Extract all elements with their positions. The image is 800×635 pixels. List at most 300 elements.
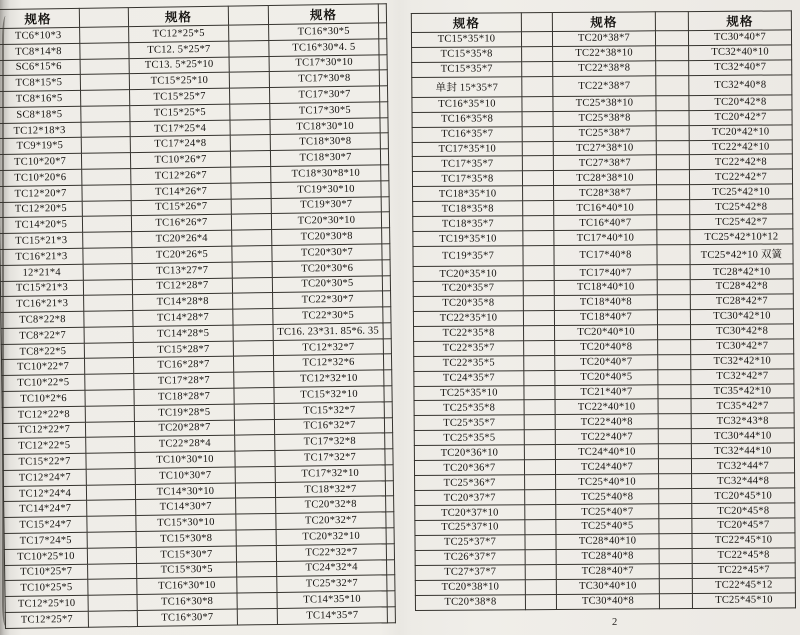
spec-cell	[656, 125, 689, 140]
spec-cell: TC14*30*10	[135, 483, 235, 500]
spec-cell: TC32*43*8	[691, 413, 794, 429]
spec-cell	[386, 496, 394, 512]
spec-cell	[383, 323, 391, 339]
spec-cell: TC16*35*8	[412, 111, 522, 127]
spec-cell: TC19*35*10	[413, 231, 523, 247]
spec-cell: TC25*42*10 双簧	[690, 244, 793, 265]
spec-cell: TC28*42*7	[690, 294, 793, 310]
left-page-spec-table	[0, 3, 396, 629]
spec-cell	[235, 451, 275, 467]
spec-cell: TC17*30*10	[269, 54, 379, 71]
spec-cell	[380, 117, 388, 133]
spec-cell: 单封 15*35*7	[412, 77, 522, 98]
spec-cell: TC20*26*4	[132, 230, 232, 247]
spec-cell: TC20*42*7	[689, 110, 792, 126]
spec-cell: TC8*22*7	[1, 327, 84, 344]
spec-cell: TC22*40*10	[555, 399, 658, 415]
spec-cell: TC25*32*7	[277, 575, 387, 592]
spec-cell: TC20*30*6	[272, 260, 382, 277]
spec-cell: TC15*30*5	[137, 562, 237, 579]
spec-cell: TC22*35*10	[413, 311, 523, 327]
spec-cell: TC12*25*5	[129, 25, 229, 42]
spec-cell	[237, 561, 277, 577]
spec-cell	[384, 370, 392, 386]
spec-cell: TC22*45*10	[692, 533, 795, 549]
spec-cell	[85, 405, 134, 422]
spec-cell: TC10*25*7	[5, 564, 88, 581]
spec-cell: TC10*25*10	[4, 548, 87, 565]
spec-cell: TC13*27*7	[132, 262, 232, 279]
spec-cell: TC12*24*7	[3, 469, 86, 486]
spec-cell: TC14*24*7	[4, 501, 87, 518]
spec-cell: TC6*10*3	[0, 27, 80, 44]
spec-cell: TC8*15*5	[0, 75, 81, 92]
spec-cell	[524, 415, 555, 430]
spec-cell	[236, 545, 276, 561]
spec-cell: TC24*35*7	[414, 370, 524, 386]
spec-cell	[383, 307, 391, 323]
spec-cell	[85, 390, 134, 407]
spec-cell	[385, 465, 393, 481]
spec-cell: TC30*42*7	[691, 339, 794, 355]
spec-cell: TC16*21*3	[0, 248, 83, 265]
spec-cell: TC18*28*7	[134, 388, 234, 405]
right-page-spec-table	[411, 10, 796, 611]
spec-cell	[234, 372, 274, 388]
spec-cell: TC25*35*5	[414, 430, 524, 446]
spec-cell	[383, 354, 391, 370]
spec-cell	[231, 214, 271, 230]
spec-cell: TC20*38*8	[415, 594, 525, 610]
spec-cell: TC9*19*5	[0, 138, 81, 155]
spec-cell	[522, 156, 553, 171]
spec-cell: TC25*40*8	[556, 489, 659, 505]
spec-cell	[523, 231, 554, 246]
spec-cell	[88, 595, 137, 612]
spec-cell: TC15*21*3	[0, 280, 83, 297]
spec-cell: TC20*30*10	[271, 212, 381, 229]
spec-cell: TC25*40*10	[556, 474, 659, 490]
spec-cell	[381, 181, 389, 197]
spec-cell: TC22*35*5	[414, 355, 524, 371]
spec-cell	[379, 86, 387, 102]
spec-cell	[656, 60, 689, 75]
spec-cell: TC12*26*7	[131, 167, 231, 184]
spec-cell	[81, 105, 130, 122]
spec-cell	[524, 445, 555, 460]
spec-cell: TC20*36*10	[414, 445, 524, 461]
spec-cell: TC12*25*7	[5, 611, 88, 628]
spec-cell	[82, 216, 131, 233]
spec-cell	[235, 482, 275, 498]
spec-cell: TC22*30*5	[273, 307, 383, 324]
spec-cell	[386, 512, 394, 528]
spec-cell	[659, 563, 692, 578]
spec-cell	[522, 61, 553, 76]
spec-cell	[381, 196, 389, 212]
spec-cell	[659, 504, 692, 519]
spec-cell: TC22*35*7	[414, 340, 524, 356]
spec-cell: TC25*36*7	[415, 475, 525, 491]
spec-cell	[656, 155, 689, 170]
spec-cell: TC15*22*7	[3, 453, 86, 470]
spec-cell: TC32*40*7	[689, 60, 792, 76]
spec-cell: TC16*35*10	[412, 96, 522, 112]
spec-cell: TC16*40*10	[554, 200, 657, 216]
spec-cell: TC20*42*8	[689, 95, 792, 111]
column-header	[228, 6, 268, 26]
spec-cell: TC19*35*7	[413, 246, 523, 267]
spec-cell	[383, 291, 391, 307]
spec-cell: TC12*32*6	[273, 354, 383, 371]
spec-cell	[237, 608, 277, 625]
spec-cell	[659, 533, 692, 548]
spec-cell	[380, 102, 388, 118]
spec-cell: TC17*32*8	[275, 433, 385, 450]
spec-cell: TC30*42*10	[690, 309, 793, 325]
spec-cell	[83, 263, 132, 280]
spec-cell	[523, 246, 554, 266]
spec-cell	[235, 435, 275, 451]
spec-cell	[81, 153, 130, 170]
spec-cell: TC20*40*10	[555, 325, 658, 341]
spec-cell: TC16*32*7	[274, 417, 384, 434]
spec-cell: TC20*45*10	[692, 488, 795, 504]
spec-cell	[656, 95, 689, 110]
spec-cell	[523, 186, 554, 201]
spec-cell: TC18*40*10	[554, 280, 657, 296]
spec-cell	[658, 384, 691, 399]
spec-cell: TC25*38*10	[553, 96, 656, 112]
spec-cell: TC20*35*10	[413, 266, 523, 282]
spec-cell: TC15*25*10	[129, 72, 229, 89]
column-header	[79, 8, 128, 28]
spec-cell: TC25*38*7	[553, 125, 656, 141]
spec-cell: TC25*42*10*12	[690, 229, 793, 245]
spec-cell: TC12*22*5	[3, 438, 86, 455]
spec-cell	[387, 591, 395, 607]
spec-cell	[657, 245, 690, 265]
spec-cell: TC22*35*8	[414, 326, 524, 342]
spec-cell	[659, 548, 692, 563]
spec-cell	[659, 474, 692, 489]
spec-cell: TC25*42*7	[690, 214, 793, 230]
spec-cell	[379, 70, 387, 86]
column-header	[521, 13, 552, 32]
spec-cell: TC17*30*5	[270, 102, 380, 119]
spec-cell: TC20*35*8	[413, 296, 523, 312]
spec-cell: TC20*32*10	[276, 528, 386, 545]
spec-cell: TC25*38*8	[553, 110, 656, 126]
spec-cell	[230, 119, 270, 135]
spec-cell: TC28*42*8	[690, 279, 793, 295]
column-header: 规格	[0, 8, 80, 28]
spec-cell: TC18*35*10	[413, 186, 523, 202]
spec-cell	[236, 498, 276, 514]
spec-cell	[659, 489, 692, 504]
spec-cell: TC20*30*5	[272, 275, 382, 292]
spec-cell: TC12*28*7	[132, 278, 232, 295]
spec-cell	[236, 514, 276, 530]
spec-cell: TC20*26*5	[132, 246, 232, 263]
spec-cell	[658, 339, 691, 354]
spec-cell	[522, 141, 553, 156]
column-header: 规格	[128, 6, 228, 26]
spec-cell: TC19*30*7	[271, 196, 381, 213]
spec-cell: TC12*22*8	[2, 406, 85, 423]
spec-cell: TC10*2*6	[2, 390, 85, 407]
spec-cell: TC17*35*7	[412, 156, 522, 172]
spec-cell	[382, 275, 390, 291]
spec-cell: TC32*44*8	[692, 473, 795, 489]
spec-cell	[523, 216, 554, 231]
spec-cell: TC18*30*10	[270, 118, 380, 135]
spec-cell: TC12. 5*25*7	[129, 41, 229, 58]
spec-cell: TC8*14*8	[0, 43, 80, 60]
spec-cell	[657, 215, 690, 230]
spec-cell: TC14*35*7	[277, 607, 387, 625]
spec-cell: TC17*40*8	[554, 245, 657, 266]
spec-cell: TC15*28*7	[133, 341, 233, 358]
spec-cell: TC10*22*5	[2, 374, 85, 391]
spec-cell	[387, 575, 395, 591]
spec-cell: TC14*28*5	[133, 325, 233, 342]
spec-cell: TC21*40*7	[555, 384, 658, 400]
spec-cell	[380, 133, 388, 149]
spec-cell: TC12*20*5	[0, 201, 82, 218]
spec-cell	[82, 169, 131, 186]
spec-cell: TC16*30*5	[269, 23, 379, 40]
spec-cell: TC8*22*8	[1, 311, 84, 328]
spec-cell: TC10*22*7	[2, 359, 85, 376]
spec-cell: TC16*30*7	[137, 609, 237, 627]
spec-cell	[231, 182, 271, 198]
spec-cell	[379, 39, 387, 55]
spec-cell	[524, 340, 555, 355]
spec-cell	[525, 505, 556, 520]
spec-cell	[521, 32, 552, 47]
spec-cell	[657, 280, 690, 295]
spec-cell: TC25*35*7	[414, 415, 524, 431]
spec-cell: TC28*38*7	[554, 185, 657, 201]
spec-cell	[387, 559, 395, 575]
spec-cell	[525, 475, 556, 490]
spec-cell: TC28*40*7	[556, 564, 659, 580]
spec-cell	[656, 75, 689, 95]
spec-cell	[80, 42, 129, 59]
spec-cell	[381, 212, 389, 228]
spec-cell: TC32*44*10	[691, 443, 794, 459]
spec-cell	[84, 295, 133, 312]
spec-cell	[236, 529, 276, 545]
spec-cell: TC20*40*5	[555, 369, 658, 385]
spec-cell	[83, 279, 132, 296]
spec-cell	[237, 577, 277, 593]
spec-cell: TC17*24*5	[4, 532, 87, 549]
spec-row	[415, 593, 795, 611]
column-header: 规格	[552, 12, 655, 32]
spec-cell	[231, 198, 271, 214]
spec-cell	[658, 459, 691, 474]
spec-cell	[233, 324, 273, 340]
spec-cell	[657, 265, 690, 280]
spec-cell	[230, 151, 270, 167]
spec-cell: TC15*30*8	[136, 530, 236, 547]
spec-cell: TC20*38*7	[552, 31, 655, 47]
spec-cell	[88, 610, 137, 627]
spec-cell	[234, 403, 274, 419]
spec-cell	[382, 228, 390, 244]
spec-cell	[81, 90, 130, 107]
spec-cell	[656, 170, 689, 185]
spec-cell	[88, 563, 137, 580]
spec-cell: TC25*35*10	[414, 385, 524, 401]
spec-cell	[85, 374, 134, 391]
spec-cell	[522, 46, 553, 61]
spec-cell: TC22*42*8	[689, 154, 792, 170]
spec-cell	[385, 433, 393, 449]
spec-cell: TC17*40*10	[554, 230, 657, 246]
spec-cell	[524, 370, 555, 385]
spec-cell: TC15*24*7	[4, 516, 87, 533]
spec-cell	[385, 449, 393, 465]
spec-cell: TC30*40*10	[556, 579, 659, 595]
spec-cell	[525, 534, 556, 549]
spec-cell	[525, 564, 556, 579]
spec-cell: TC10*25*5	[5, 580, 88, 597]
spec-cell: TC32*44*7	[691, 458, 794, 474]
spec-cell	[522, 76, 553, 96]
spec-cell: TC25*37*7	[415, 535, 525, 551]
spec-cell: TC16*26*7	[131, 214, 231, 231]
spec-cell: TC22*38*8	[553, 61, 656, 77]
spec-cell	[523, 201, 554, 216]
spec-row	[412, 75, 792, 98]
spec-cell: TC28*40*8	[556, 549, 659, 565]
spec-cell: TC12*20*7	[0, 185, 82, 202]
spec-cell	[655, 31, 688, 46]
spec-cell	[658, 444, 691, 459]
spec-cell: TC17*30*8	[269, 70, 379, 87]
spec-cell	[656, 110, 689, 125]
spec-cell: TC8*22*5	[1, 343, 84, 360]
spec-cell	[233, 293, 273, 309]
spec-cell: TC28*42*10	[690, 264, 793, 280]
spec-cell: TC30*40*7	[688, 30, 791, 46]
spec-cell	[525, 594, 556, 610]
spec-cell	[234, 387, 274, 403]
spec-cell	[237, 593, 277, 609]
spec-cell: TC19*28*5	[134, 404, 234, 421]
spec-cell: TC14*35*10	[277, 591, 387, 608]
spec-cell: TC30*44*10	[691, 428, 794, 444]
spec-cell	[84, 326, 133, 343]
spec-cell: TC22*45*8	[692, 548, 795, 564]
spec-cell: TC22*30*7	[273, 291, 383, 308]
spec-cell: TC17*40*7	[554, 265, 657, 281]
spec-cell	[87, 516, 136, 533]
spec-cell	[379, 54, 387, 70]
spec-cell: TC16*30*8	[137, 593, 237, 610]
spec-cell: TC20*37*10	[415, 505, 525, 521]
spec-cell: TC17*28*7	[134, 372, 234, 389]
spec-cell: TC16*28*7	[133, 356, 233, 373]
spec-cell	[525, 490, 556, 505]
spec-cell	[386, 543, 394, 559]
spec-cell: TC22*38*7	[553, 76, 656, 97]
spec-cell: TC17*32*7	[275, 449, 385, 466]
spec-cell	[523, 295, 554, 310]
spec-cell: TC25*40*7	[556, 504, 659, 520]
spec-cell	[656, 140, 689, 155]
spec-cell: TC17*25*4	[130, 120, 230, 137]
spec-cell: TC13. 5*25*10	[129, 57, 229, 74]
spec-cell: TC17*30*7	[269, 86, 379, 103]
spec-cell: SC8*18*5	[0, 106, 81, 123]
spec-cell	[523, 280, 554, 295]
spec-cell: TC16. 23*31. 85*6. 35	[273, 323, 383, 340]
spec-cell: TC25*37*10	[415, 520, 525, 536]
spec-cell	[524, 460, 555, 475]
spec-cell	[525, 549, 556, 564]
spec-cell	[81, 137, 130, 154]
spec-cell	[384, 417, 392, 433]
spec-cell: TC15*35*7	[412, 62, 522, 78]
spec-cell: TC20*37*7	[415, 490, 525, 506]
spec-cell	[232, 230, 272, 246]
spec-cell	[82, 184, 131, 201]
spec-cell	[385, 480, 393, 496]
spec-cell: TC15*21*3	[0, 232, 83, 249]
spec-cell	[229, 25, 269, 41]
spec-cell: TC24*40*10	[555, 444, 658, 460]
spec-cell	[382, 259, 390, 275]
spec-cell: TC16*35*7	[412, 126, 522, 142]
spec-cell: TC30*40*8	[556, 593, 659, 609]
spec-cell: 12*21*4	[0, 264, 83, 281]
spec-cell	[659, 519, 692, 534]
spec-cell	[86, 468, 135, 485]
spec-cell: TC24*40*7	[555, 459, 658, 475]
column-header: 规格	[688, 11, 791, 31]
spec-cell: TC17*35*10	[412, 141, 522, 157]
spec-cell: TC20*32*7	[276, 512, 386, 529]
spec-cell: TC25*45*10	[692, 593, 795, 609]
spec-cell: TC20*45*8	[692, 503, 795, 519]
spec-cell: TC27*37*7	[415, 565, 525, 581]
spec-cell: TC32*42*10	[691, 354, 794, 370]
spec-cell	[522, 111, 553, 126]
spec-cell	[84, 342, 133, 359]
spec-cell: TC18*30*8*10	[271, 165, 381, 182]
spec-cell: TC10*20*7	[0, 154, 82, 171]
spec-cell	[232, 277, 272, 293]
spec-cell: TC20*40*8	[555, 340, 658, 356]
spec-cell	[657, 309, 690, 324]
spec-cell: TC20*40*7	[555, 354, 658, 370]
spec-cell: TC16*40*7	[554, 215, 657, 231]
spec-cell	[656, 46, 689, 61]
spec-cell: TC15*25*5	[130, 104, 230, 121]
spec-cell	[387, 607, 395, 623]
spec-cell: TC15*35*10	[411, 32, 521, 48]
spec-cell: TC22*28*4	[135, 435, 235, 452]
spec-cell	[659, 578, 692, 593]
spec-cell	[381, 165, 389, 181]
spec-cell: TC12*32*10	[274, 370, 384, 387]
spec-cell: TC12*25*10	[5, 595, 88, 612]
spec-cell	[232, 245, 272, 261]
